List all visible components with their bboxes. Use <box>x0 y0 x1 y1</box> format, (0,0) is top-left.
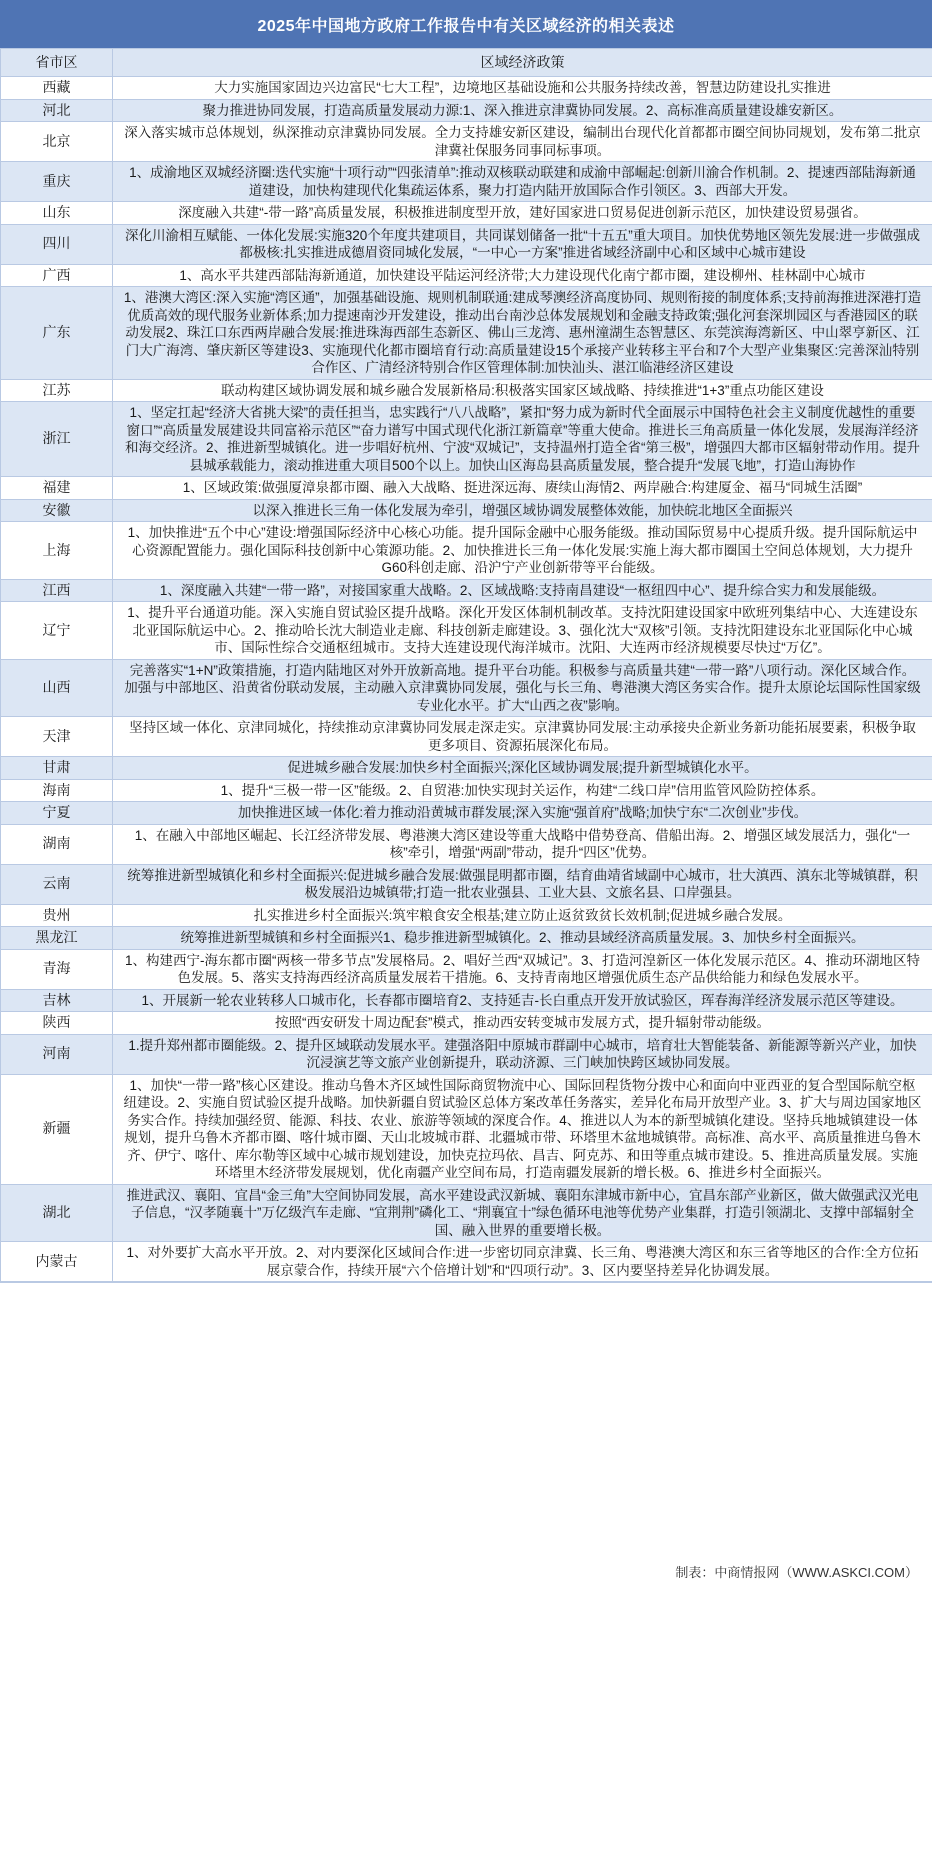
province-cell: 吉林 <box>1 989 113 1012</box>
table-row <box>1 379 932 402</box>
policy-cell: 1、提升“三极一带一区”能级。2、自贸港:加快实现封关运作，构建“二线口岸”信用监管风险防控体系。 <box>113 779 932 802</box>
table-row <box>1 864 932 904</box>
province-cell: 宁夏 <box>1 802 113 825</box>
policy-cell: 1、坚定扛起“经济大省挑大梁”的责任担当，忠实践行“八八战略”，紧扣“努力成为新时代全面展示中国特色社会主义制度优越性的重要窗口”“高质量发展建设共同富裕示范区”“奋力谱写中国式现代化浙江新篇章”等重大使命。推进长三角高质量一体化发展，发展海洋经济和海交经济。2、推进新型城镇化。进一步唱好杭州、宁波“双城记”，支持温州打造全省“第三极”，增强四大都市区辐射带动作用。提升县城承载能力，滚动推进重大项目500个以上。加快山区海岛县高质量发展，整合提升“发展飞地”，打造山海协作 <box>113 402 932 477</box>
province-cell: 山西 <box>1 659 113 717</box>
province-cell: 江苏 <box>1 379 113 402</box>
policy-cell: 1、开展新一轮农业转移人口城市化，长春都市圈培育2、支持延吉-长白重点开发开放试验区，珲春海洋经济发展示范区等建设。 <box>113 989 932 1012</box>
page-title: 2025年中国地方政府工作报告中有关区域经济的相关表述 <box>0 0 932 48</box>
table-body <box>1 77 932 1282</box>
policy-cell: 1、港澳大湾区:深入实施“湾区通”，加强基础设施、规则机制联通:建成琴澳经济高度协同、规则衔接的制度体系;支持前海推进深港打造优质高效的现代服务业新体系;加力提速南沙开发建设，推动出台南沙总体发展规划和金融支持政策;强化河套深圳园区与香港园区的联动发展2、珠江口东西两岸融合发展:推进珠海西部生态新区、佛山三龙湾、惠州潼湖生态智慧区、东莞滨海湾新区、中山翠亨新区、江门大广海湾、肇庆新区等建设3、实施现代化都市圈培育行动:高质量建设15个承接产业转移主平台和7个大型产业集聚区:完善深汕特别合作区、广清经济特别合作区管理体制:加快汕头、湛江临港经济区建设 <box>113 287 932 380</box>
policy-cell: 聚力推进协同发展，打造高质量发展动力源:1、深入推进京津冀协同发展。2、高标准高质量建设雄安新区。 <box>113 99 932 122</box>
policy-cell: 推进武汉、襄阳、宜昌“金三角”大空间协同发展，高水平建设武汉新城、襄阳东津城市新中心，宜昌东部产业新区，做大做强武汉光电子信息，“汉孝随襄十”万亿级汽车走廊、“宜荆荆”磷化工、“荆襄宜十”绿色循环电池等优势产业集群，打造引领湖北、支撑中部辐射全国、融入世界的重要增长极。 <box>113 1184 932 1242</box>
policy-cell: 以深入推进长三角一体化发展为牵引，增强区域协调发展整体效能，加快皖北地区全面振兴 <box>113 499 932 522</box>
province-cell: 云南 <box>1 864 113 904</box>
table-header-row <box>1 49 932 77</box>
policy-cell: 深入落实城市总体规划，纵深推动京津冀协同发展。全力支持雄安新区建设，编制出台现代化首都都市圈空间协同规划，发布第二批京津冀社保服务同事同标事项。 <box>113 122 932 162</box>
province-cell: 陕西 <box>1 1012 113 1035</box>
province-cell: 上海 <box>1 522 113 580</box>
province-cell: 河南 <box>1 1034 113 1074</box>
header-province: 省市区 <box>1 49 113 77</box>
policy-cell: 1、对外要扩大高水平开放。2、对内要深化区域间合作:进一步密切同京津冀、长三角、粤港澳大湾区和东三省等地区的合作:全方位拓展京蒙合作，持续开展“六个倍增计划”和“四项行动”。3、区内要坚持差异化协调发展。 <box>113 1242 932 1282</box>
province-cell: 浙江 <box>1 402 113 477</box>
table-row <box>1 77 932 100</box>
table-row <box>1 202 932 225</box>
province-cell: 海南 <box>1 779 113 802</box>
table-row <box>1 824 932 864</box>
policy-cell: 加快推进区域一体化:着力推动沿黄城市群发展;深入实施“强首府”战略;加快宁东“二次创业”步伐。 <box>113 802 932 825</box>
province-cell: 四川 <box>1 224 113 264</box>
source-footer: 制表：中商情报网（WWW.ASKCI.COM） <box>0 1282 932 1860</box>
policy-cell: 统筹推进新型城镇化和乡村全面振兴:促进城乡融合发展:做强昆明都市圈，结育曲靖省域副中心城市，壮大滇西、滇东北等城镇群，积极发展沿边城镇带;打造一批农业强县、工业大县、文旅名县、口岸强县。 <box>113 864 932 904</box>
table-row <box>1 779 932 802</box>
table-row <box>1 224 932 264</box>
table-row <box>1 264 932 287</box>
province-cell: 湖北 <box>1 1184 113 1242</box>
table-row <box>1 579 932 602</box>
province-cell: 辽宁 <box>1 602 113 660</box>
table-row <box>1 949 932 989</box>
table-row <box>1 1034 932 1074</box>
table-row <box>1 927 932 950</box>
table-row <box>1 802 932 825</box>
table-row <box>1 522 932 580</box>
policy-cell: 完善落实“1+N”政策措施，打造内陆地区对外开放新高地。提升平台功能。积极参与高质量共建“一带一路”八项行动。深化区域合作。加强与中部地区、沿黄省份联动发展，主动融入京津冀协同发展，强化与长三角、粤港澳大湾区务实合作。提升太原论坛国际性国家级专业化水平。扩大“山西之夜”影响。 <box>113 659 932 717</box>
table-row <box>1 904 932 927</box>
policy-cell: 联动构建区域协调发展和城乡融合发展新格局:积极落实国家区域战略、持续推进“1+3”重点功能区建设 <box>113 379 932 402</box>
policy-cell: 1、提升平台通道功能。深入实施自贸试验区提升战略。深化开发区体制机制改革。支持沈阳建设国家中欧班列集结中心、大连建设东北亚国际航运中心。2、推动哈长沈大制造业走廊、科技创新走廊建设。3、强化沈大“双核”引领。支持沈阳建设东北亚国际化中心城市、国际性综合交通枢纽城市。支持大连建设现代海洋城市。沈阳、大连两市经济规模要尽快过“万亿”。 <box>113 602 932 660</box>
province-cell: 安徽 <box>1 499 113 522</box>
table-row <box>1 499 932 522</box>
policy-cell: 1、加快“一带一路”核心区建设。推动乌鲁木齐区域性国际商贸物流中心、国际回程货物分拨中心和面向中亚西亚的复合型国际航空枢纽建设。2、实施自贸试验区提升战略。加快新疆自贸试验区总体方案改革任务落实，差异化布局开放型产业。3、扩大与周边国家地区务实合作。持续加强经贸、能源、科技、农业、旅游等领域的深度合作。4、推进以人为本的新型城镇化建设。坚持兵地城镇建设一体规划，提升乌鲁木齐都市圈、喀什城市圈、天山北坡城市群、北疆城市带、环塔里木盆地城镇带。高标准、高水平、高质量推进乌鲁木齐、伊宁、喀什、库尔勒等区域中心城市规划建设，加快克拉玛依、昌吉、阿克苏、和田等重点城市建设。5、推进高质量发展。实施环塔里木经济带发展规划，优化南疆产业空间布局，打造南疆发展新的增长极。6、推进乡村全面振兴。 <box>113 1074 932 1184</box>
province-cell: 广东 <box>1 287 113 380</box>
table-row <box>1 1074 932 1184</box>
policy-cell: 1、成渝地区双城经济圈:迭代实施“十项行动”“四张清单”:推动双核联动联建和成渝中部崛起:创新川渝合作机制。2、提速西部陆海新通道建设，加快构建现代化集疏运体系，聚力打造内陆开放国际合作引领区。3、西部大开发。 <box>113 162 932 202</box>
policy-cell: 1.提升郑州都市圈能级。2、提升区域联动发展水平。建强洛阳中原城市群副中心城市，培育壮大智能装备、新能源等新兴产业，加快沉浸演艺等文旅产业创新提升，联动济源、三门峡加快跨区域协同发展。 <box>113 1034 932 1074</box>
policy-cell: 1、在融入中部地区崛起、长江经济带发展、粤港澳大湾区建设等重大战略中借势登高、借船出海。2、增强区域发展活力，强化“一核”牵引，增强“两副”带动，提升“四区”优势。 <box>113 824 932 864</box>
table-row <box>1 717 932 757</box>
province-cell: 湖南 <box>1 824 113 864</box>
policy-cell: 1、构建西宁-海东都市圈“两核一带多节点”发展格局。2、唱好兰西“双城记”。3、打造河湟新区一体化发展示范区。4、推动环湖地区特色发展。5、落实支持海西经济高质量发展若干措施。6、支持青南地区增强优质生态产品供给能力和绿色发展水平。 <box>113 949 932 989</box>
province-cell: 西藏 <box>1 77 113 100</box>
policy-cell: 1、区域政策:做强厦漳泉都市圈、融入大战略、挺进深远海、赓续山海情2、两岸融合:构建厦金、福马“同城生活圈” <box>113 477 932 500</box>
province-cell: 新疆 <box>1 1074 113 1184</box>
table-row <box>1 602 932 660</box>
table-row <box>1 477 932 500</box>
province-cell: 青海 <box>1 949 113 989</box>
table-row <box>1 1184 932 1242</box>
policy-cell: 统筹推进新型城镇和乡村全面振兴1、稳步推进新型城镇化。2、推动县域经济高质量发展。3、加快乡村全面振兴。 <box>113 927 932 950</box>
table-row <box>1 162 932 202</box>
policy-cell: 1、加快推进“五个中心”建设:增强国际经济中心核心功能。提升国际金融中心服务能级。推动国际贸易中心提质升级。提升国际航运中心资源配置能力。强化国际科技创新中心策源功能。2、加快推进长三角一体化发展:实施上海大都市圈国土空间总体规划，大力提升G60科创走廊、沿沪宁产业创新带等平台能级。 <box>113 522 932 580</box>
header-policy: 区域经济政策 <box>113 49 932 77</box>
policy-cell: 大力实施国家固边兴边富民“七大工程”，边境地区基础设施和公共服务持续改善，智慧边防建设扎实推进 <box>113 77 932 100</box>
policy-cell: 扎实推进乡村全面振兴:筑牢粮食安全根基;建立防止返贫致贫长效机制;促进城乡融合发展。 <box>113 904 932 927</box>
province-cell: 江西 <box>1 579 113 602</box>
policy-cell: 按照“西安研发十周边配套”模式，推动西安转变城市发展方式，提升辐射带动能级。 <box>113 1012 932 1035</box>
policy-cell: 1、高水平共建西部陆海新通道，加快建设平陆运河经济带;大力建设现代化南宁都市圈，建设柳州、桂林副中心城市 <box>113 264 932 287</box>
province-cell: 天津 <box>1 717 113 757</box>
province-cell: 河北 <box>1 99 113 122</box>
table-row <box>1 1012 932 1035</box>
table-row <box>1 287 932 380</box>
province-cell: 福建 <box>1 477 113 500</box>
policy-cell: 深化川渝相互赋能、一体化发展:实施320个年度共建项目，共同谋划储备一批“十五五”重大项目。加快优势地区领先发展:进一步做强成都极核:扎实推进成德眉资同城化发展，“一中心一方案”推进省域经济副中心和区域中心城市建设 <box>113 224 932 264</box>
table-row <box>1 122 932 162</box>
province-cell: 重庆 <box>1 162 113 202</box>
province-cell: 贵州 <box>1 904 113 927</box>
table-row <box>1 989 932 1012</box>
table-row <box>1 402 932 477</box>
table-row <box>1 1242 932 1282</box>
policy-cell: 深度融入共建“-带一路”高质量发展，积极推进制度型开放，建好国家进口贸易促进创新示范区，加快建设贸易强省。 <box>113 202 932 225</box>
province-cell: 山东 <box>1 202 113 225</box>
province-cell: 内蒙古 <box>1 1242 113 1282</box>
table-row <box>1 99 932 122</box>
policy-table <box>0 48 932 1282</box>
province-cell: 广西 <box>1 264 113 287</box>
policy-cell: 坚持区域一体化、京津同城化，持续推动京津冀协同发展走深走实。京津冀协同发展:主动承接央企新业务新功能拓展要素，积极争取更多项目、资源拓展深化布局。 <box>113 717 932 757</box>
province-cell: 甘肃 <box>1 757 113 780</box>
province-cell: 北京 <box>1 122 113 162</box>
table-row <box>1 757 932 780</box>
province-cell: 黑龙江 <box>1 927 113 950</box>
policy-cell: 促进城乡融合发展:加快乡村全面振兴;深化区域协调发展;提升新型城镇化水平。 <box>113 757 932 780</box>
table-row <box>1 659 932 717</box>
policy-cell: 1、深度融入共建“一带一路”，对接国家重大战略。2、区域战略:支持南昌建设“一枢纽四中心”、提升综合实力和发展能级。 <box>113 579 932 602</box>
